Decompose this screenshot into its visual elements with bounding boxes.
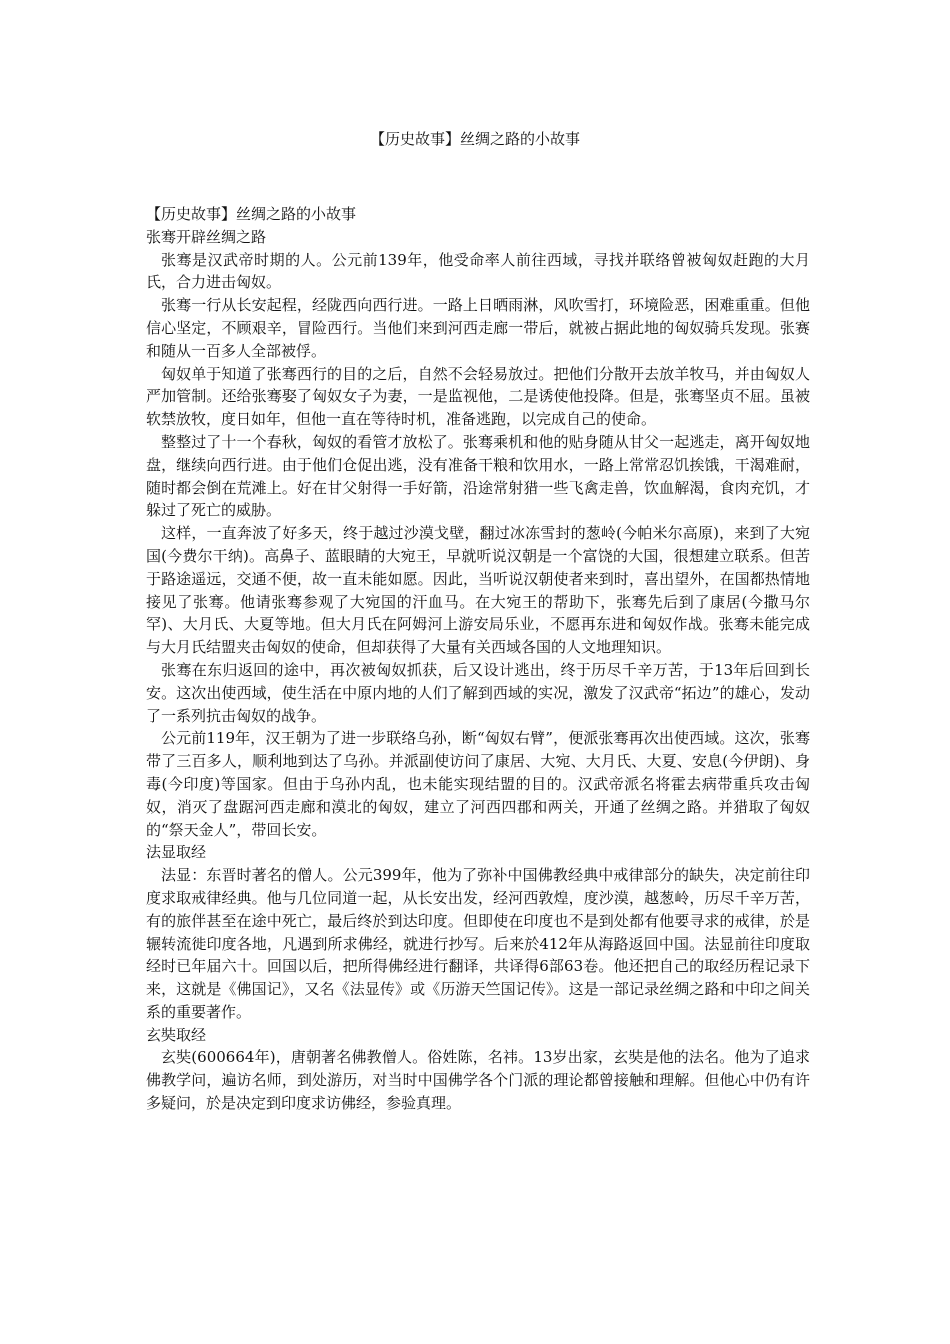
- page-title: 【历史故事】丝绸之路的小故事: [369, 130, 580, 148]
- paragraph: 张骞是汉武帝时期的人。公元前139年，他受命率人前往西域，寻找并联络曾被匈奴赶跑的大月氏，合力进击匈奴。: [146, 250, 810, 292]
- section-heading: 张骞开辟丝绸之路: [146, 227, 267, 246]
- header-line: 【历史故事】丝绸之路的小故事: [146, 205, 357, 223]
- paragraph: 这样，一直奔波了好多天，终于越过沙漠戈壁，翻过冰冻雪封的葱岭(今帕米尔高原)，来到了大宛国(今费尔干纳)。高鼻子、蓝眼睛的大宛王，早就听说汉朝是一个富饶的大国，很想建立联系。但苦于路途遥远，交通不便，故一直未能如愿。因此，当听说汉朝使者来到时，喜出望外，在国都热情地接见了张骞。他请张骞参观了大宛国的汗血马。在大宛王的帮助下，张骞先后到了康居(今撒马尔罕)、大月氏、大夏等地。但大月氏在阿姆河上游安局乐业，不愿再东进和匈奴作战。张骞未能完成与大月氏结盟夹击匈奴的使命，但却获得了大量有关西域各国的人文地理知识。: [146, 524, 810, 657]
- paragraph: 公元前119年，汉王朝为了进一步联络乌孙，断“匈奴右臂”，便派张骞再次出使西域。这次，张骞带了三百多人，顺利地到达了乌孙。并派副使访问了康居、大宛、大月氏、大夏、安息(今伊朗)、身毒(今印度)等国家。但由于乌孙内乱，也未能实现结盟的目的。汉武帝派名将霍去病带重兵攻击匈奴，消灭了盘踞河西走廊和漠北的匈奴，建立了河西四郡和两关，开通了丝绸之路。并猎取了匈奴的“祭天金人”，带回长安。: [146, 729, 810, 839]
- section-heading: 法显取经: [146, 843, 207, 862]
- paragraph: 张骞一行从长安起程，经陇西向西行进。一路上日晒雨淋，风吹雪打，环境险恶，困难重重。但他信心坚定，不顾艰辛，冒险西行。当他们来到河西走廊一带后，就被占据此地的匈奴骑兵发现。张赛和随从一百多人全部被俘。: [146, 296, 810, 360]
- paragraph: 整整过了十一个春秋，匈奴的看管才放松了。张骞乘机和他的贴身随从甘父一起逃走，离开匈奴地盘，继续向西行进。由于他们仓促出逃，没有准备干粮和饮用水，一路上常常忍饥挨饿，干渴难耐，随时都会倒在荒滩上。好在甘父射得一手好箭，沿途常射猎一些飞禽走兽，饮血解渴，食肉充饥，才躲过了死亡的威胁。: [146, 432, 810, 520]
- paragraph: 匈奴单于知道了张骞西行的目的之后，自然不会轻易放过。把他们分散开去放羊牧马，并由匈奴人严加管制。还给张骞娶了匈奴女子为妻，一是监视他，二是诱使他投降。但是，张骞坚贞不屈。虽被软禁放牧，度日如年，但他一直在等待时机，准备逃跑，以完成自己的使命。: [146, 364, 810, 429]
- section-heading: 玄奘取经: [146, 1025, 207, 1044]
- paragraph: 法显：东晋时著名的僧人。公元399年，他为了弥补中国佛教经典中戒律部分的缺失，决定前往印度求取戒律经典。他与几位同道一起，从长安出发，经河西敦煌，度沙漠，越葱岭，历尽千辛万苦，有的旅伴甚至在途中死亡，最后终於到达印度。但即使在印度也不是到处都有他要寻求的戒律，於是辗转流徙印度各地，凡遇到所求佛经，就进行抄写。后来於412年从海路返回中国。法显前往印度取经时已年届六十。回国以后，把所得佛经进行翻译，共译得6部63卷。他还把自己的取经历程记录下来，这就是《佛国记》，又名《法显传》或《历游天竺国记传》。这是一部记录丝绸之路和中印之间关系的重要著作。: [146, 866, 810, 1021]
- paragraph: 玄奘(600664年)，唐朝著名佛教僧人。俗姓陈，名祎。13岁出家，玄奘是他的法名。他为了追求佛教学问，遍访名师，到处游历，对当时中国佛学各个门派的理论都曾接触和理解。但他心中仍有许多疑问，於是决定到印度求访佛经，参验真理。: [146, 1048, 810, 1113]
- document-body: [146, 203, 810, 1115]
- paragraph: 张骞在东归返回的途中，再次被匈奴抓获，后又设计逃出，终于历尽千辛万苦，于13年后回到长安。这次出使西域，使生活在中原内地的人们了解到西域的实况，激发了汉武帝“拓边”的雄心，发动了一系列抗击匈奴的战争。: [146, 660, 810, 725]
